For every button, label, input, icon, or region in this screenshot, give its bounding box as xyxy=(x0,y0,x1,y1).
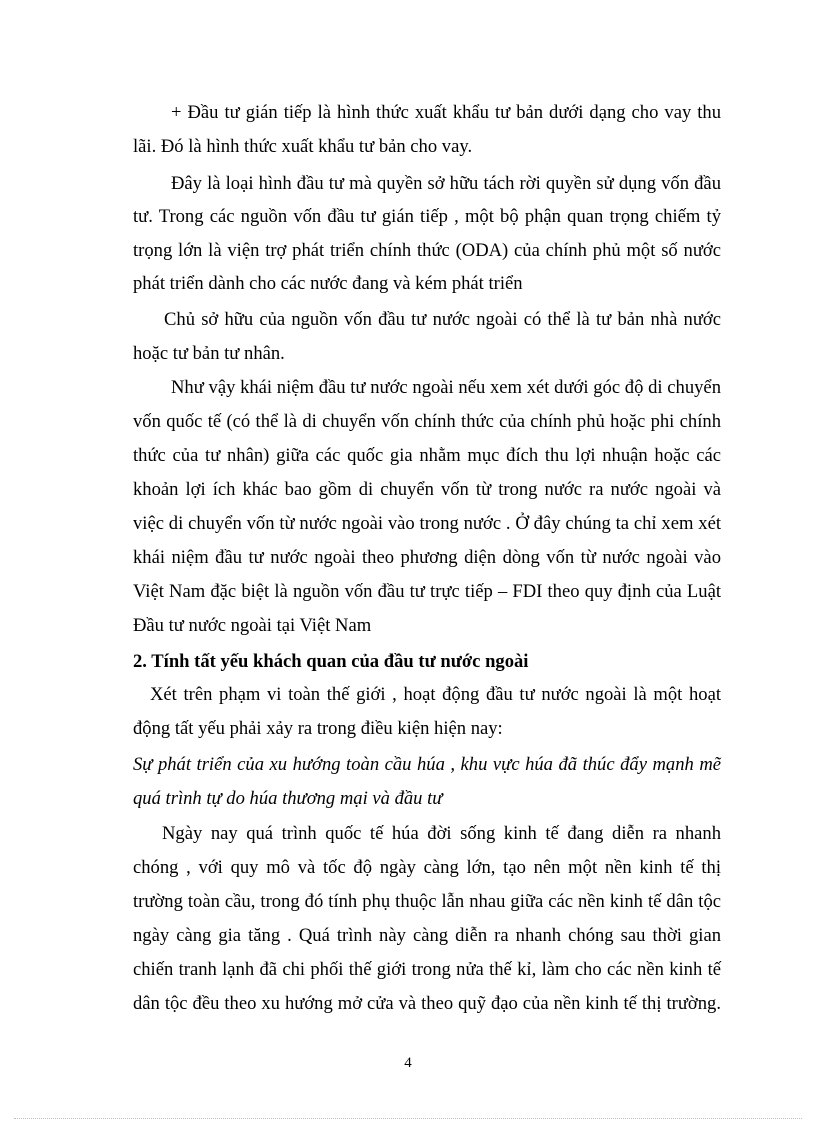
paragraph-1-line-2: lãi. Đó là hình thức xuất khẩu tư bản cho vay. xyxy=(133,136,473,157)
paragraph-6-line-1: Ngày nay quá trình quốc tế húa đời sống kinh tế đang diễn ra nhanh xyxy=(162,823,721,844)
paragraph-2-line-3: trọng lớn là viện trợ phát triển chính thức (ODA) của chính phủ một số nước xyxy=(133,240,721,261)
paragraph-4-line-3: thức của tư nhân) giữa các quốc gia nhằm mục đích thu lợi nhuận hoặc các xyxy=(133,445,721,466)
paragraph-6-line-3: trường toàn cầu, trong đó tính phụ thuộc lẫn nhau giữa các nền kinh tế dân tộc xyxy=(133,891,721,912)
paragraph-5-line-2: động tất yếu phải xảy ra trong điều kiện hiện nay: xyxy=(133,718,503,739)
paragraph-4-line-6: khái niệm đầu tư nước ngoài theo phương diện dòng vốn từ nước ngoài vào xyxy=(133,547,721,568)
paragraph-4-line-1: Như vậy khái niệm đầu tư nước ngoài nếu xem xét dưới góc độ di chuyển xyxy=(171,377,721,398)
page-bottom-rule xyxy=(14,1118,802,1119)
paragraph-2-line-2: tư. Trong các nguồn vốn đầu tư gián tiếp , một bộ phận quan trọng chiếm tỷ xyxy=(133,206,721,227)
paragraph-4-line-2: vốn quốc tế (có thể là di chuyển vốn chính thức của chính phủ hoặc phi chính xyxy=(133,411,721,432)
paragraph-6-line-2: chóng , với quy mô và tốc độ ngày càng lớn, tạo nên một nền kinh tế thị xyxy=(133,857,721,878)
paragraph-4-line-4: khoản lợi ích khác bao gồm di chuyển vốn từ trong nước ra nước ngoài và xyxy=(133,479,721,500)
paragraph-2-line-4: phát triển dành cho các nước đang và kém phát triển xyxy=(133,273,523,294)
paragraph-4-line-5: việc di chuyển vốn từ nước ngoài vào trong nước . Ở đây chúng ta chỉ xem xét xyxy=(133,513,721,534)
italic-line-2: quá trình tự do húa thương mại và đầu tư xyxy=(133,788,443,809)
paragraph-3-line-1: Chủ sở hữu của nguồn vốn đầu tư nước ngoài có thể là tư bản nhà nước xyxy=(164,309,721,330)
italic-line-1: Sự phát triển của xu hướng toàn cầu húa , khu vực húa đã thúc đẩy mạnh mẽ xyxy=(133,754,721,775)
paragraph-6-line-6: dân tộc đều theo xu hướng mở cửa và theo quỹ đạo của nền kinh tế thị trường. xyxy=(133,993,721,1014)
paragraph-2-line-1: Đây là loại hình đầu tư mà quyền sở hữu tách rời quyền sử dụng vốn đầu xyxy=(171,173,721,194)
paragraph-6-line-5: chiến tranh lạnh đã chi phối thế giới trong nửa thế kỉ, làm cho các nền kinh tế xyxy=(133,959,721,980)
page-number: 4 xyxy=(404,1055,412,1071)
paragraph-5-line-1: Xét trên phạm vi toàn thế giới , hoạt động đầu tư nước ngoài là một hoạt xyxy=(150,684,721,705)
paragraph-6-line-4: ngày càng gia tăng . Quá trình này càng diễn ra nhanh chóng sau thời gian xyxy=(133,925,721,946)
paragraph-4-line-7: Việt Nam đặc biệt là nguồn vốn đầu tư trực tiếp – FDI theo quy định của Luật xyxy=(133,581,721,602)
paragraph-1-line-1: + Đầu tư gián tiếp là hình thức xuất khẩu tư bản dưới dạng cho vay thu xyxy=(171,102,721,123)
section-heading: 2. Tính tất yếu khách quan của đầu tư nước ngoài xyxy=(133,651,529,672)
paragraph-3-line-2: hoặc tư bản tư nhân. xyxy=(133,343,285,364)
paragraph-4-line-8: Đầu tư nước ngoài tại Việt Nam xyxy=(133,615,372,636)
